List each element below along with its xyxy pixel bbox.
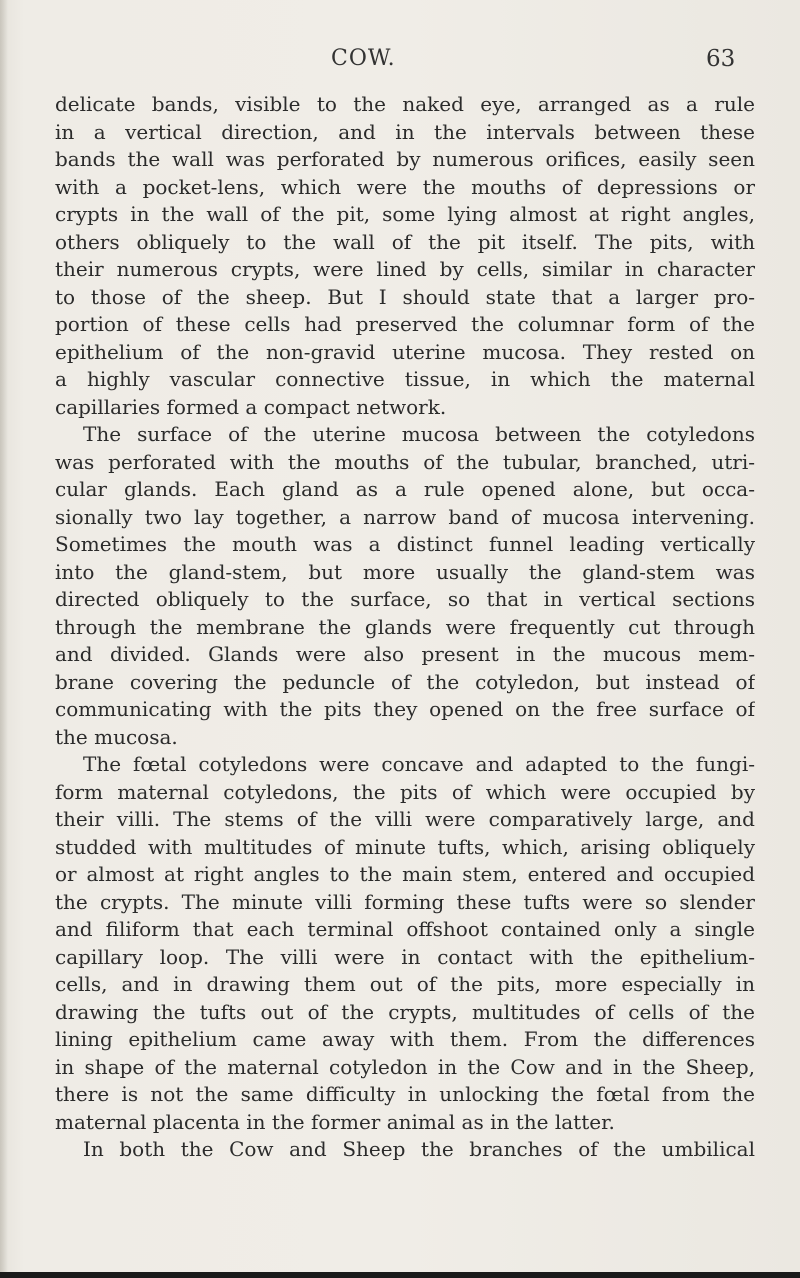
text-line: there is not the same difficulty in unlocking the fœtal from the — [55, 1082, 755, 1106]
text-line: brane covering the peduncle of the cotyledon, but instead of — [55, 669, 755, 694]
text-line: others obliquely to the wall of the pit itself. The pits, with — [55, 229, 755, 254]
text-line: drawing the tufts out of the crypts, multitudes of cells of the — [55, 999, 755, 1024]
page-number: 63 — [706, 46, 736, 72]
text-line: into the gland-stem, but more usually the gland-stem was — [55, 559, 755, 584]
text-line: was perforated with the mouths of the tubular, branched, utri- — [55, 449, 755, 474]
text-line: The surface of the uterine mucosa between the cotyledons — [83, 422, 755, 446]
text-line: form maternal cotyledons, the pits of which were occupied by — [55, 779, 755, 804]
page-bottom-edge — [0, 1272, 800, 1278]
text-line: In both the Cow and Sheep the branches of the umbilical — [83, 1137, 755, 1161]
text-line: the mucosa. — [55, 724, 178, 749]
text-line: cells, and in drawing them out of the pits, more especially in — [55, 972, 755, 996]
text-line: sionally two lay together, a narrow band of mucosa intervening. — [55, 504, 755, 529]
binding-shadow — [0, 0, 8, 1278]
text-line: cular glands. Each gland as a rule opened alone, but occa- — [55, 477, 755, 501]
text-line: the crypts. The minute villi forming these tufts were so slender — [55, 889, 755, 914]
text-line: The fœtal cotyledons were concave and adapted to the fungi- — [83, 752, 755, 776]
text-line: and divided. Glands were also present in the mucous mem- — [55, 642, 755, 666]
text-line: a highly vascular connective tissue, in which the maternal — [55, 367, 755, 391]
text-line: maternal placenta in the former animal as in the latter. — [55, 1109, 615, 1134]
body-text — [55, 91, 755, 1164]
running-head — [0, 46, 800, 76]
text-line: crypts in the wall of the pit, some lying almost at right angles, — [55, 202, 755, 226]
text-line: Sometimes the mouth was a distinct funnel leading vertically — [55, 532, 755, 556]
text-line: lining epithelium came away with them. From the differences — [55, 1027, 755, 1051]
text-line: capillary loop. The villi were in contact with the epithelium- — [55, 944, 755, 969]
text-line: in a vertical direction, and in the intervals between these — [55, 119, 755, 144]
running-title: COW. — [331, 46, 396, 71]
text-line: in shape of the maternal cotyledon in the Cow and in the Sheep, — [55, 1054, 755, 1079]
text-line: portion of these cells had preserved the columnar form of the — [55, 312, 755, 336]
text-line: their villi. The stems of the villi were comparatively large, and — [55, 807, 755, 831]
text-line: capillaries formed a compact network. — [55, 394, 447, 419]
text-line: and filiform that each terminal offshoot contained only a single — [55, 917, 755, 941]
text-line: with a pocket-lens, which were the mouths of depressions or — [55, 174, 755, 199]
text-line: their numerous crypts, were lined by cells, similar in character — [55, 257, 755, 281]
text-line: epithelium of the non-gravid uterine mucosa. They rested on — [55, 339, 755, 364]
text-line: through the membrane the glands were frequently cut through — [55, 614, 755, 639]
text-line: or almost at right angles to the main stem, entered and occupied — [55, 862, 755, 886]
text-line: communicating with the pits they opened on the free surface of — [55, 697, 755, 721]
text-line: delicate bands, visible to the naked eye, arranged as a rule — [55, 92, 755, 116]
text-line: directed obliquely to the surface, so that in vertical sections — [55, 587, 755, 611]
text-line: studded with multitudes of minute tufts, which, arising obliquely — [55, 834, 755, 859]
text-line: to those of the sheep. But I should state that a larger pro- — [55, 284, 755, 309]
text-line: bands the wall was perforated by numerous orifices, easily seen — [55, 147, 755, 171]
